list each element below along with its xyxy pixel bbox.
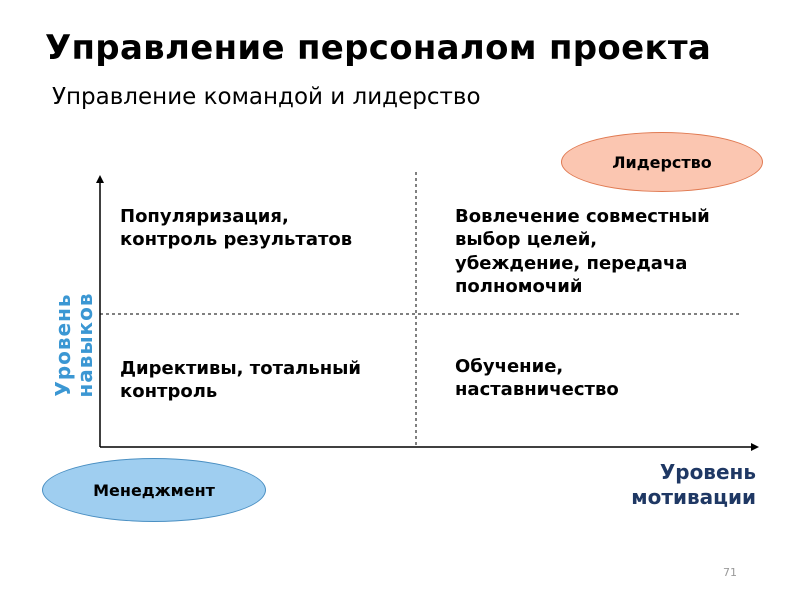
management-ellipse [42,458,266,522]
quadrant-text-line: выбор целей, [455,229,598,251]
x-axis-label-line: мотивации [631,485,756,509]
slide-title: Управление персоналом проекта [45,28,712,68]
x-axis-label-line: Уровень [659,460,756,484]
quadrant-text-line: Популяризация, [120,206,289,227]
x-axis-label [631,460,756,510]
slide-subtitle: Управление командой и лидерство [52,84,481,110]
quadrant-bottom-right [455,355,619,402]
quadrant-text-line: Обучение, [455,356,564,377]
quadrant-text-line: наставничество [455,379,619,401]
y-axis-label-line: навыков [73,292,97,398]
quadrant-top-right [455,205,710,299]
y-axis-label [52,292,96,397]
quadrant-text-line: контроль [120,381,218,403]
quadrant-text-line: полномочий [455,276,583,298]
y-axis-label-line: Уровень [51,293,75,397]
quadrant-text-line: убеждение, передача [455,252,688,274]
leadership-ellipse [561,132,763,192]
quadrant-text-line: контроль результатов [120,229,353,251]
quadrant-bottom-left [120,357,361,404]
management-label: Менеджмент [93,480,215,500]
quadrant-text-line: Вовлечение совместный [455,206,710,227]
quadrant-top-left [120,205,352,252]
quadrant-text-line: Директивы, тотальный [120,358,362,379]
leadership-label: Лидерство [612,152,712,172]
page-number: 71 [723,566,737,579]
